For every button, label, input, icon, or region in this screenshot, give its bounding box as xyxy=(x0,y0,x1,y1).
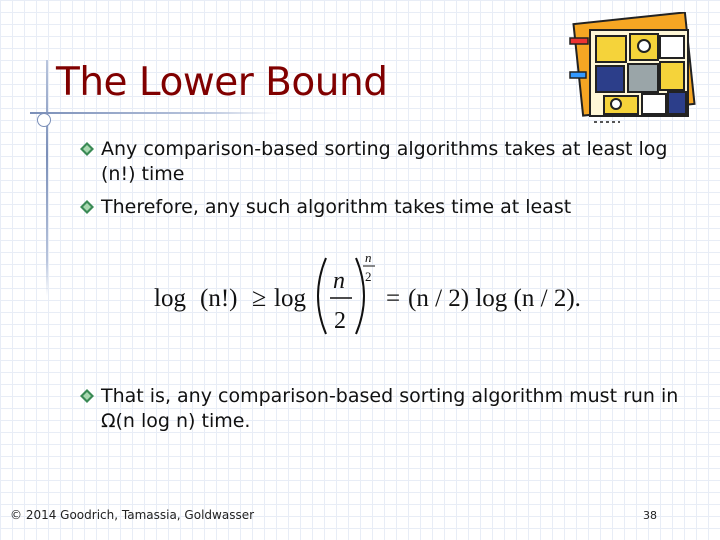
bullet-text: Therefore, any such algorithm takes time at least xyxy=(101,196,572,218)
exp-numerator: n xyxy=(365,250,372,265)
bullet-text: That is, any comparison-based sorting algorithm must run in Ω(n log n) time. xyxy=(101,385,679,432)
footer-copyright: © 2014 Goodrich, Tamassia, Goldwasser xyxy=(10,508,255,522)
decorative-ring-icon xyxy=(37,113,51,127)
exp-denominator: 2 xyxy=(365,269,372,284)
page-number: 38 xyxy=(643,509,657,522)
frac-denominator: 2 xyxy=(334,308,346,334)
bullet-text: Any comparison-based sorting algorithms takes at least log (n!) time xyxy=(101,138,668,185)
diamond-bullet-icon xyxy=(80,200,94,214)
formula-geq: ≥ xyxy=(252,283,267,312)
slide-title: The Lower Bound xyxy=(56,60,388,105)
formula-rhs: (n / 2) log (n / 2). xyxy=(408,285,581,312)
frac-numerator: n xyxy=(333,268,345,294)
formula-log-1: log xyxy=(154,285,186,312)
decorative-vertical-rule xyxy=(46,60,48,296)
diamond-bullet-icon xyxy=(80,389,94,403)
bullet-item xyxy=(80,195,680,220)
diamond-bullet-icon xyxy=(80,142,94,156)
bullet-item xyxy=(80,384,680,434)
formula-log-2: log xyxy=(274,285,306,312)
puzzle-clipart-icon xyxy=(560,12,700,130)
left-paren xyxy=(318,258,326,334)
formula xyxy=(150,244,610,340)
formula-lhs: (n!) xyxy=(200,285,238,312)
right-paren xyxy=(356,258,364,334)
decorative-horizontal-rule xyxy=(30,112,280,114)
formula-equals: = xyxy=(386,285,401,312)
bullet-item xyxy=(80,137,680,187)
